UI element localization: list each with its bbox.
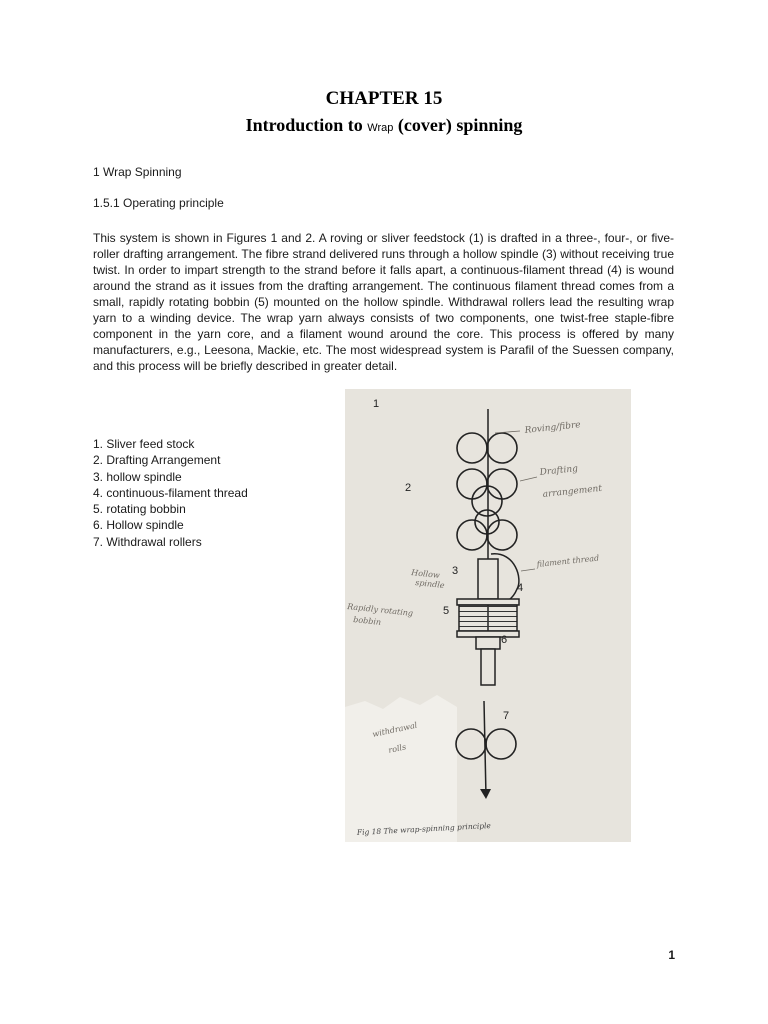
roller [457,520,487,550]
roller [487,520,517,550]
legend-item: 3. hollow spindle [93,469,182,484]
hollow-spindle [478,559,498,599]
annotation-line [495,431,520,433]
title-part-1: Introduction to [245,115,363,135]
legend-item: 7. Withdrawal rollers [93,534,202,549]
yarn-arrow [480,789,491,799]
wrap-spinning-diagram [345,389,631,842]
legend-item: 4. continuous-filament thread [93,485,248,500]
section-heading-operating-principle: 1.5.1 Operating principle [93,196,224,210]
annotation-line [521,569,535,571]
figure-caption: Fig 18 The wrap-spinning principle [356,820,492,837]
section-heading-wrap-spinning: 1 Wrap Spinning [93,165,182,179]
spindle-collar [476,637,500,649]
handwritten-filament-thread: filament thread [536,553,600,569]
figure-label-4: 4 [517,582,524,594]
figure-label-2: 2 [405,482,412,494]
title-part-2: (cover) spinning [397,115,523,135]
handwritten-withdrawal: withdrawal [371,720,419,739]
figure-label-7: 7 [503,710,510,722]
handwritten-bobbin: bobbin [352,615,382,627]
legend-item: 5. rotating bobbin [93,502,186,517]
hollow-spindle-lower [481,649,495,685]
roller [472,486,502,516]
body-paragraph: This system is shown in Figures 1 and 2. A roving or sliver feedstock (1) is drafted in a three-, four-, or five-roller drafting arrangement. The fibre strand delivered runs through a hollow spindle (3) without receiving true twist. In order to impart strength to the strand before it falls apart, a continuous-filament thread (4) is wound around the strand as it issues from the drafting arrangement. The continuous filament thread comes from a small, rapidly rotating bobbin (5) mounted on the hollow spindle. Withdrawal rollers lead the resulting wrap yarn to a winding device. The wrap yarn always consists of two components, one twist-free staple-fibre component in the yarn core, and a filament wound around the core. This process is offered by many manufacturers, e.g., Leesona, Mackie, etc. The most widespread system is Parafil of the Suessen company, and this process will be briefly described in greater detail. [93,231,674,373]
figure-label-3: 3 [452,565,459,577]
roller [457,433,487,463]
handwritten-hollow: Hollow [410,568,441,580]
rotating-bobbin [459,605,517,631]
handwritten-spindle: spindle [414,578,445,591]
figure-label-5: 5 [443,605,450,617]
bobbin-flange [457,599,519,605]
roller [487,469,517,499]
withdrawal-roller [456,729,486,759]
legend-item: 1. Sliver feed stock [93,437,195,451]
handwritten-roving: Roving/fibre [524,420,582,436]
torn-paper-edge [345,695,457,842]
handwritten-arrangement: arrangement [542,483,603,500]
figure-legend [93,436,248,550]
chapter-title [0,115,768,136]
page-number: 1 [668,948,675,962]
legend-item: 2. Drafting Arrangement [93,453,221,468]
figure-label-6: 6 [501,634,508,646]
annotation-line [520,477,537,481]
handwritten-drafting: Drafting [539,464,579,478]
chapter-heading: CHAPTER 15 [325,88,443,109]
wrap-spinning-figure [345,389,631,842]
withdrawal-roller [486,729,516,759]
roller [457,469,487,499]
roller [487,433,517,463]
handwritten-rapidly-rotating: Rapidly rotating [346,602,414,618]
legend-item: 6. Hollow spindle [93,518,184,533]
bobbin-flange [457,631,519,637]
figure-label-1: 1 [373,398,380,410]
handwritten-rolls: rolls [387,742,407,755]
title-small-word: Wrap [367,122,394,134]
